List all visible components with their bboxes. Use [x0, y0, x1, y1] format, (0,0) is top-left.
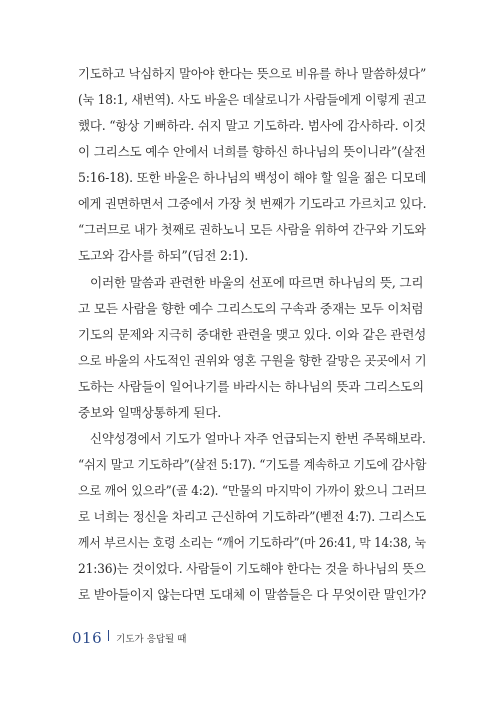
footer-divider — [108, 630, 109, 641]
text-line: 도고와 감사를 하되”(딤전 2:1). — [78, 248, 249, 263]
text-line: 에게 권면하면서 그중에서 가장 첫 번째가 기도라고 가르치고 있다. — [78, 196, 427, 211]
paragraph-first-line: 이러한 말씀과 관련한 바울의 선포에 따르면 하나님의 뜻, 그리 — [90, 275, 424, 290]
text-line: 5:16-18). 또한 바울은 하나님의 백성이 해야 할 일을 젊은 디모데 — [78, 170, 427, 185]
text-line: 로 받아들이지 않는다면 도대체 이 말씀들은 다 무엇이란 말인가? — [78, 587, 427, 602]
text-line: 으로 깨어 있으라”(골 4:2). “만물의 마지막이 가까이 왔으니 그러므 — [78, 483, 427, 498]
text-line: 중보와 일맥상통하게 된다. — [78, 405, 222, 420]
text-line: 했다. “항상 기뻐하라. 쉬지 말고 기도하라. 범사에 감사하라. 이것 — [78, 118, 426, 133]
running-title: 기도가 응답될 때 — [116, 634, 187, 645]
page-footer — [72, 628, 186, 648]
text-line: 로 너희는 정신을 차리고 근신하여 기도하라”(벧전 4:7). 그리스도 — [78, 509, 426, 524]
text-line: 기도하고 낙심하지 말아야 한다는 뜻으로 비유를 하나 말씀하셨다” — [78, 66, 427, 81]
paragraph-first-line: 신약성경에서 기도가 얼마나 자주 언급되는지 한번 주목해보라. — [90, 431, 426, 446]
text-line: 도하는 사람들이 일어나기를 바라시는 하나님의 뜻과 그리스도의 — [78, 379, 424, 394]
page-number: 016 — [72, 629, 103, 647]
text-line: 기도의 문제와 지극히 중대한 관련을 맺고 있다. 이와 같은 관련성 — [78, 327, 427, 342]
text-line: (눅 18:1, 새번역). 사도 바울은 데살로니가 사람들에게 이렇게 권고 — [78, 92, 427, 107]
text-line: “쉬지 말고 기도하라”(살전 5:17). “기도를 계속하고 기도에 감사함 — [78, 457, 427, 472]
text-line: “그러므로 내가 첫째로 권하노니 모든 사람을 위하여 간구와 기도와 — [78, 222, 426, 237]
text-line: 21:36)는 것이었다. 사람들이 기도해야 한다는 것을 하나님의 뜻으 — [78, 561, 426, 576]
text-line: 이 그리스도 예수 안에서 너희를 향하신 하나님의 뜻이니라”(살전 — [78, 144, 426, 159]
text-line: 께서 부르시는 호령 소리는 “깨어 기도하라”(마 26:41, 막 14:38, 눅 — [78, 535, 426, 550]
text-line: 고 모든 사람을 향한 예수 그리스도의 구속과 중재는 모두 이처럼 — [78, 301, 424, 316]
text-line: 으로 바울의 사도적인 권위와 영혼 구원을 향한 갈망은 곳곳에서 기 — [78, 353, 427, 368]
